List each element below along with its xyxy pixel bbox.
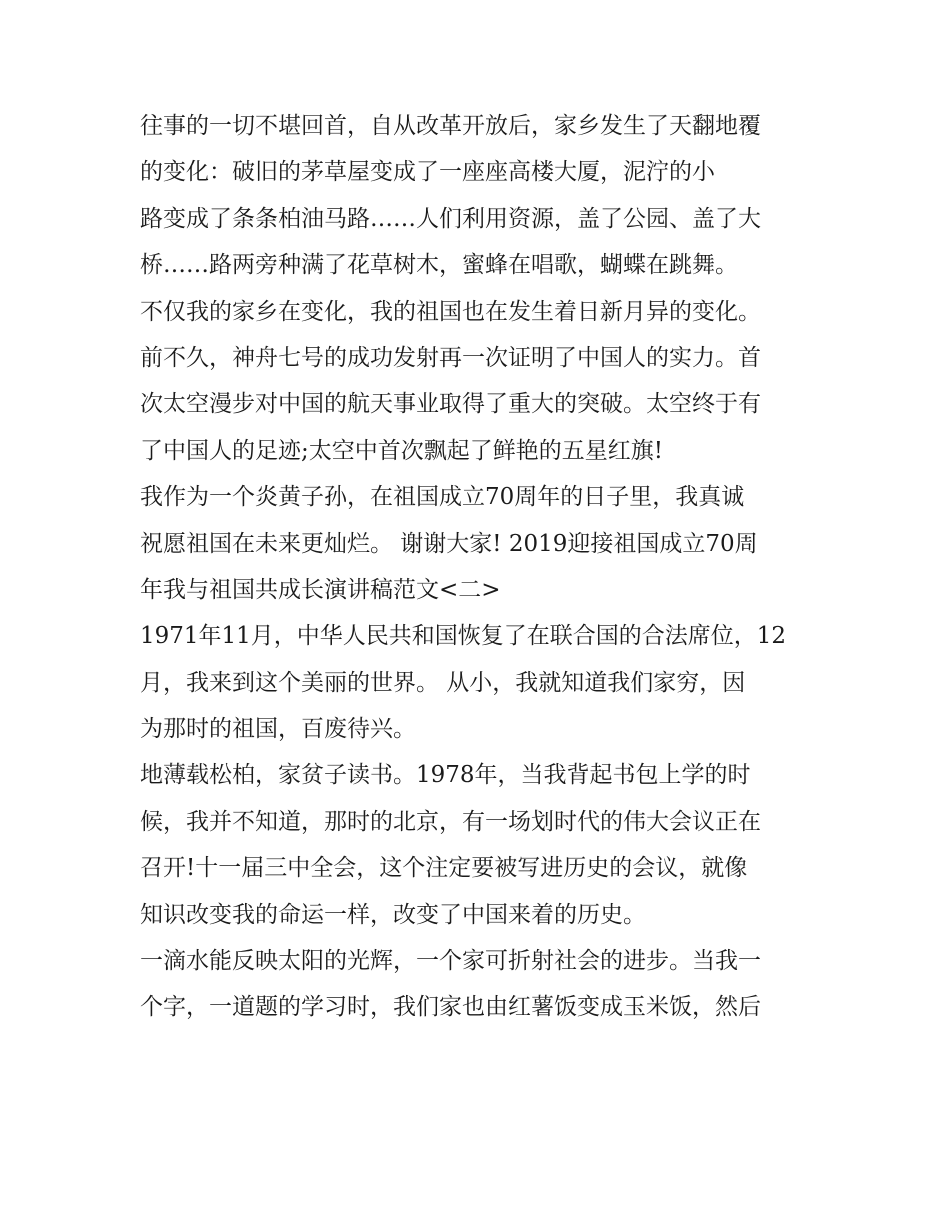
text-line: 前不久，神舟七号的成功发射再一次证明了中国人的实力。首 [140,344,761,371]
text-line: 个字，一道题的学习时，我们家也由红薯饭变成玉米饭，然后 [140,994,761,1021]
text-line: 不仅我的家乡在变化，我的祖国也在发生着日新月异的变化。 [140,298,761,325]
text-line: 为那时的祖国，百废待兴。 [140,716,416,743]
text-line: 1971年11月，中华人民共和国恢复了在联合国的合法席位，12 [140,623,787,650]
text-line: 候，我并不知道，那时的北京，有一场划时代的伟大会议正在 [140,808,761,835]
text-line: 路变成了条条柏油马路……人们利用资源，盖了公园、盖了大 [140,205,761,232]
text-line: 月，我来到这个美丽的世界。 从小，我就知道我们家穷，因 [140,669,746,696]
text-line: 年我与祖国共成长演讲稿范文<二> [140,576,501,603]
text-line: 召开!十一届三中全会，这个注定要被写进历史的会议，就像 [140,855,748,882]
text-line: 的变化：破旧的茅草屋变成了一座座高楼大厦，泥泞的小 [140,159,715,186]
text-line: 桥……路两旁种满了花草树木，蜜蜂在唱歌，蝴蝶在跳舞。 [140,252,738,279]
text-line: 我作为一个炎黄子孙，在祖国成立70周年的日子里，我真诚 [140,484,745,511]
text-line: 一滴水能反映太阳的光辉，一个家可折射社会的进步。当我一 [140,948,761,975]
document-body [140,103,820,1031]
text-line: 知识改变我的命运一样，改变了中国来着的历史。 [140,901,646,928]
text-line: 往事的一切不堪回首，自从改革开放后，家乡发生了天翻地覆 [140,113,761,139]
text-line: 次太空漫步对中国的航天事业取得了重大的突破。太空终于有 [140,391,761,418]
text-line: 地薄载松柏，家贫子读书。1978年，当我背起书包上学的时 [140,762,751,789]
text-line: 了中国人的足迹;太空中首次飘起了鲜艳的五星红旗! [140,437,663,464]
text-line: 祝愿祖国在未来更灿烂。 谢谢大家! 2019迎接祖国成立70周 [140,530,758,557]
